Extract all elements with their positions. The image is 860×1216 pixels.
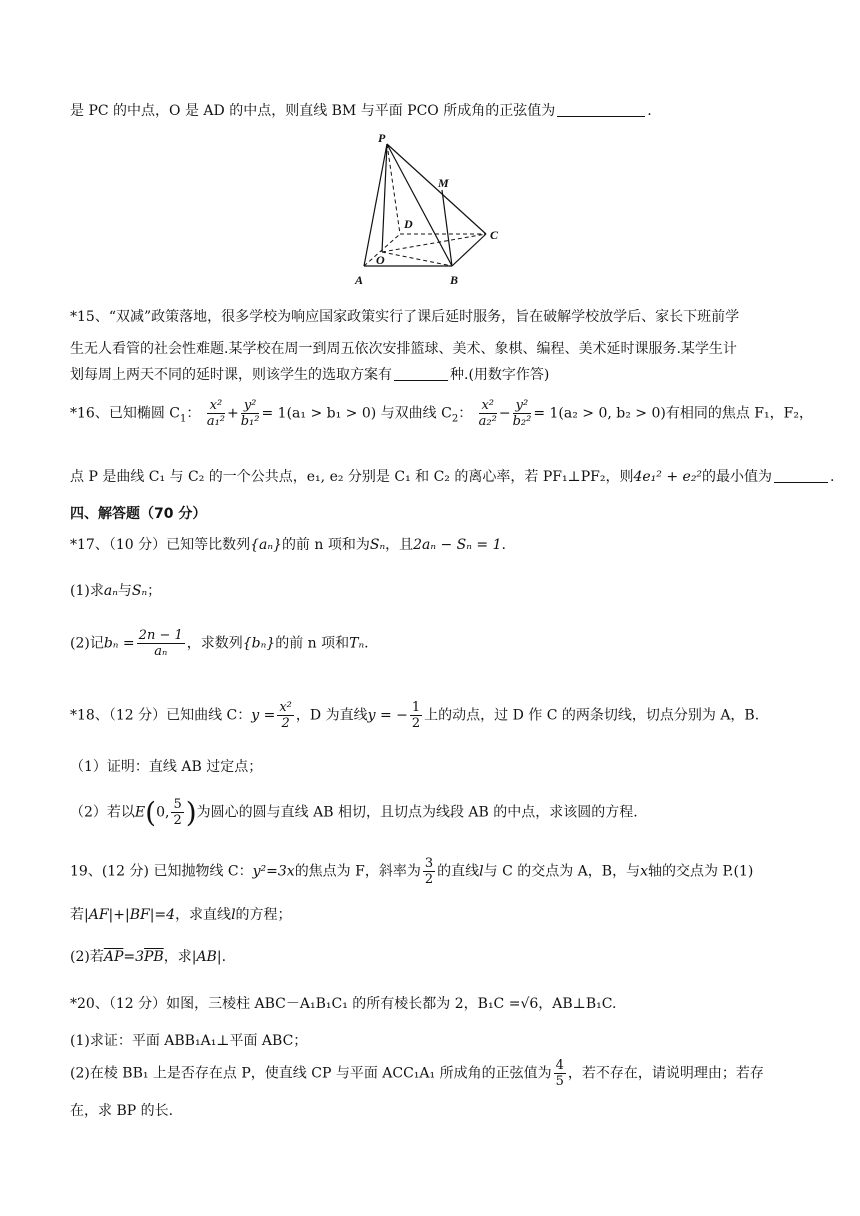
q15-line-1: *15、“双减”政策落地，很多学校为响应国家政策实行了课后延时服务，旨在破解学校放学后、家长下班前学 [70,309,740,325]
edge-PA [364,144,387,266]
q19-condition: |AF|+|BF|=4 [84,907,176,923]
q20-part-2-cont: 在，求 BP 的长. [70,1103,174,1119]
q18-line-1: *18、（12 分）已知曲线 C：y = $\frac{\text{x²}}{2}$ ，D 为直线y = − $\frac{1}{2}$ 上的动点，过 D 作 C 的两条切线，切点分别为 A，B. [70,700,760,731]
edge-PC [387,144,486,234]
q20-line-1: *20、（12 分）如图，三棱柱 ABC－A₁B₁C₁ 的所有棱长都为 2，B₁C =√6，AB⊥B₁C. [70,996,617,1012]
q18-curve-frac: $\frac{\text{x²}}{2}$ [279,700,292,731]
q16-expression: 4e₁² + e₂² [633,469,703,485]
hyper-y-frac: $\frac{\text{y²}}{\text{b₂²}}$ [512,398,532,429]
label-D: D [404,217,413,231]
q17-condition: 2aₙ − Sₙ = 1 [413,537,502,553]
q19-line-2: 若|AF|+|BF|=4，求直线l的方程； [70,907,292,923]
edge-PB [387,144,452,266]
q18-part-1: （1）证明：直线 AB 过定点； [70,759,263,775]
q16-line-2: 点 P 是曲线 C₁ 与 C₂ 的一个公共点，e₁, e₂ 分别是 C₁ 和 C₂ 的离心率，若 PF₁⊥PF₂，则4e₁² + e₂²的最小值为 . [70,469,835,485]
q20-sqrt: √6 [520,996,539,1012]
q19-part-2: (2)若$\overline{AP}=3\overline{PB}$，求|AB|. [70,949,227,965]
pyramid-figure [352,128,512,288]
edge-BC [452,234,486,266]
label-M: M [438,176,449,190]
q17-line-1: *17、（10 分）已知等比数列{aₙ}的前 n 项和为Sₙ，且2aₙ − Sₙ = 1. [70,537,506,553]
q16-answer-blank[interactable] [774,468,828,483]
q16-line-1: *16、已知椭圆 $C_1$： $\frac{\text{x²}}{\text{a₁²}}$ + $\frac{\text{y²}}{\text{b₁²}}$ = 1(a₁ > b₁ > 0) 与双曲线 $C_2$： $\frac{\text{x²}}{\text{a₂²}}$ − $\frac{\text{y²}}{\text{b₂²}}$ = 1(a₂ > 0, b₂ > 0)有相同的焦点 F₁，F₂， [70,398,813,429]
ellipse-y-frac: $\frac{\text{y²}}{\text{b₁²}}$ [240,398,260,429]
q20-part-2: (2)在棱 BB₁ 上是否存在点 P，使直线 CP 与平面 ACC₁A₁ 所成角的正弦值为 $\frac{4}{5}$ ，若不存在，请说明理由；若存 [70,1058,764,1089]
q19-line-1: 19、(12 分) 已知抛物线 C：y²=3x的焦点为 F，斜率为 $\frac{3}{2}$ 的直线l与 C 的交点为 A，B，与x轴的交点为 P.(1) [70,856,754,887]
label-P: P [378,131,386,145]
ellipse-condition: = 1(a₁ > b₁ > 0) [261,405,377,422]
label-C: C [490,228,499,242]
section-title: 四、解答题（70 分） [70,506,207,522]
q17-part-1: (1)求aₙ与Sₙ； [70,583,162,599]
q18-line-frac: $\frac{1}{2}$ [411,700,421,731]
q17-bn-frac: $\frac{2n - 1}{\text{aₙ}}$ [138,628,183,659]
q18-part-2: （2）若以E(0, $\frac{5}{2}$ )为圆心的圆与直线 AB 相切，且切点为线段 AB 的中点，求该圆的方程. [70,796,638,829]
q14-answer-blank[interactable] [557,102,645,117]
ellipse-x-frac: $\frac{\text{x²}}{\text{a₁²}}$ [206,398,225,429]
q15-line-2: 生无人看管的社会性难题.某学校在周一到周五依次安排篮球、美术、象棋、编程、美术延时课服务.某学生计 [70,341,737,357]
q14-text: 是 PC 的中点，O 是 AD 的中点，则直线 BM 与平面 PCO 所成角的正弦值为 [70,103,556,119]
q14-tail-line: 是 PC 的中点，O 是 AD 的中点，则直线 BM 与平面 PCO 所成角的正弦值为 . [70,103,652,119]
q20-part-1: (1)求证：平面 ABB₁A₁⊥平面 ABC； [70,1033,308,1049]
q17-part-2: (2)记bₙ = $\frac{2n - 1}{\text{aₙ}}$ ，求数列{bₙ}的前 n 项和Tₙ. [70,628,369,659]
label-O: O [376,253,385,267]
label-A: A [355,273,364,287]
edge-PD [387,144,400,234]
q19-slope-frac: $\frac{3}{2}$ [424,856,434,887]
q15-answer-blank[interactable] [394,366,448,381]
hyper-condition: = 1(a₂ > 0, b₂ > 0) [533,405,666,422]
q15-line-3: 划每周上两天不同的延时课，则该学生的选取方案有 种.(用数字作答) [70,367,550,383]
hyper-x-frac: $\frac{\text{x²}}{\text{a₂²}}$ [478,398,497,429]
q20-sine-frac: $\frac{4}{5}$ [555,1058,564,1089]
label-B: B [450,273,459,287]
q18-E-frac: $\frac{5}{2}$ [173,797,182,828]
edge-OB [382,252,452,266]
